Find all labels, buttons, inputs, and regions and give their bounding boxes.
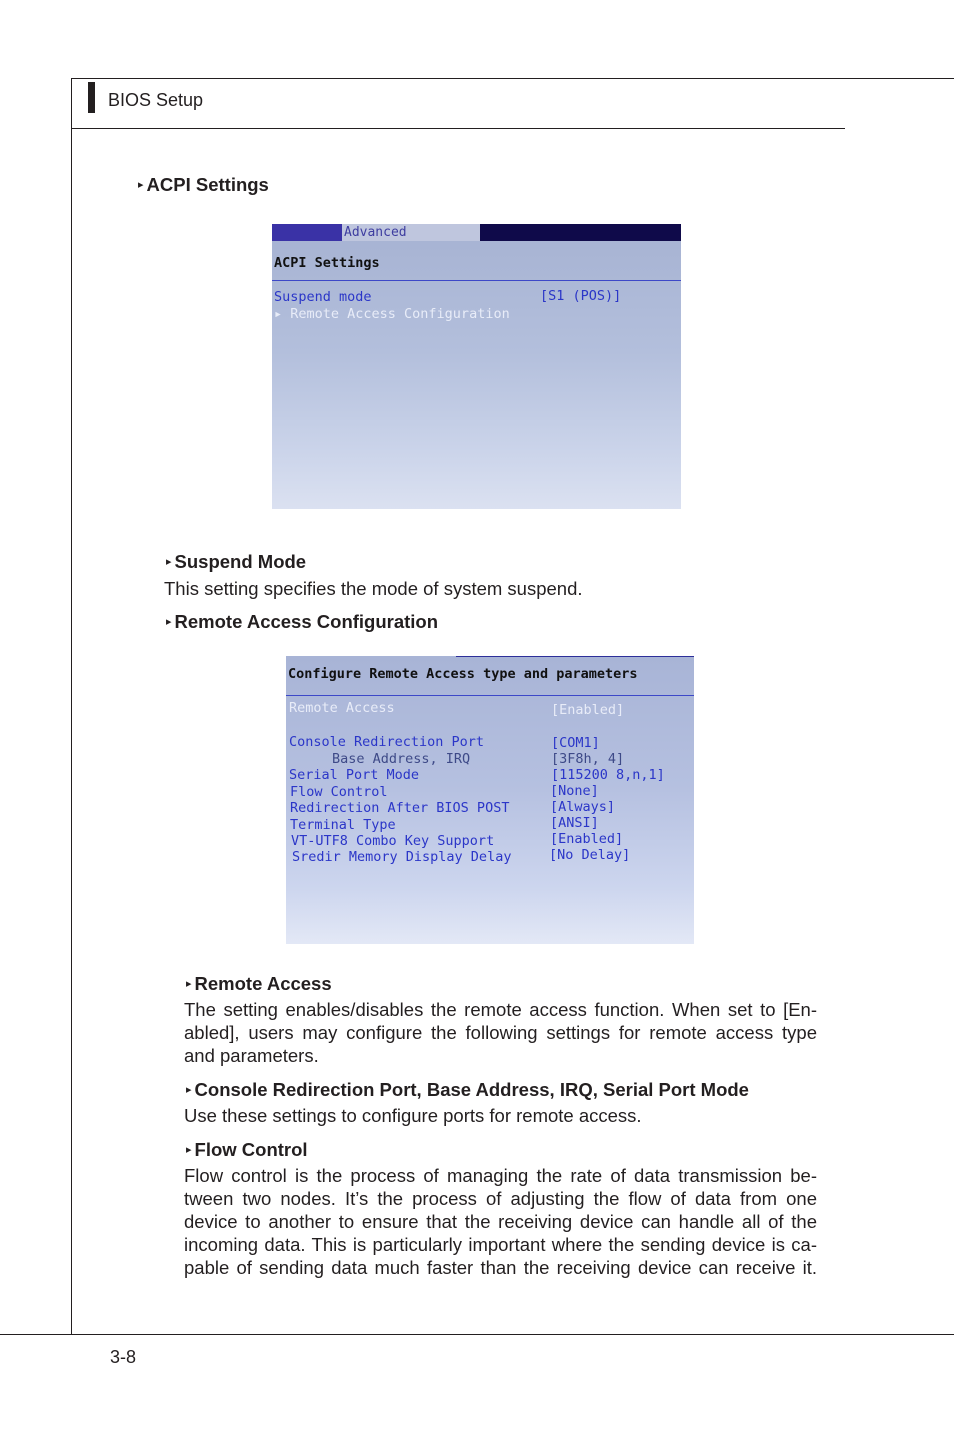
- heading-suspend-mode: ▸ Suspend Mode: [166, 551, 307, 572]
- text-line: and parameters.: [184, 1045, 319, 1066]
- bios-item-value: [Always]: [550, 799, 616, 815]
- header-bar-mark: [88, 82, 95, 113]
- heading-console-redirection: ▸ Console Redirection Port, Base Address, IRQ, Serial Port Mode: [186, 1079, 749, 1100]
- bios-item-label: Serial Port Mode: [289, 767, 420, 783]
- bios-item-value: [No Delay]: [549, 847, 631, 863]
- bios-top-edge: [456, 656, 694, 657]
- bios-item-label: Flow Control: [290, 784, 388, 800]
- bullet-triangle-icon: ▸: [186, 1084, 192, 1096]
- bios-item-value: [ANSI]: [550, 815, 599, 831]
- bios-screenshot-acpi: [272, 224, 681, 509]
- bios-item-value: [None]: [550, 783, 599, 799]
- bios-item-value: [S1 (POS)]: [540, 288, 622, 304]
- bios-tab-advanced: Advanced: [342, 224, 480, 241]
- flow-control-description: [184, 1164, 817, 1279]
- bios-item-label: ▸ Remote Access Configuration: [274, 306, 510, 322]
- console-redirection-description: Use these settings to configure ports for remote access.: [184, 1105, 642, 1126]
- text-line: incoming data. This is particularly important where the sending device is ca-: [184, 1234, 817, 1255]
- bios-item-label: Terminal Type: [290, 817, 396, 833]
- bottom-rule: [0, 1334, 954, 1335]
- heading-acpi-settings: ▸ ACPI Settings: [138, 174, 269, 195]
- text-line: pable of sending data much faster than the receiving device can receive it.: [184, 1257, 817, 1278]
- bullet-triangle-icon: ▸: [138, 179, 144, 191]
- bullet-triangle-icon: ▸: [166, 556, 172, 568]
- bios-item-label: Remote Access: [289, 700, 395, 716]
- remote-access-description: [184, 998, 817, 1067]
- text-line: tween two nodes. It’s the process of adjusting the flow of data from one: [184, 1188, 817, 1209]
- text-line: device to another to ensure that the receiving device can handle all of the: [184, 1211, 817, 1232]
- suspend-mode-description: This setting specifies the mode of system suspend.: [164, 578, 583, 599]
- bios-title: Configure Remote Access type and parameters: [288, 666, 638, 682]
- heading-remote-access-configuration: ▸ Remote Access Configuration: [166, 611, 439, 632]
- bios-item-value: [3F8h, 4]: [551, 751, 625, 767]
- bios-item-value: [Enabled]: [551, 702, 625, 718]
- bios-separator: [272, 280, 681, 281]
- bios-item-value: [115200 8,n,1]: [551, 767, 665, 783]
- top-rule: [71, 78, 954, 79]
- bullet-triangle-icon: ▸: [166, 616, 172, 628]
- bios-separator: [286, 695, 694, 696]
- header-title: BIOS Setup: [108, 90, 204, 110]
- text-line: Flow control is the process of managing the rate of data transmission be-: [184, 1165, 817, 1186]
- bullet-triangle-icon: ▸: [186, 978, 192, 990]
- bios-tab-bar-right: [480, 224, 681, 241]
- bios-item-label: Console Redirection Port: [289, 734, 485, 750]
- bullet-triangle-icon: ▸: [186, 1144, 192, 1156]
- bios-item-value: [Enabled]: [550, 831, 624, 847]
- bios-title: ACPI Settings: [274, 255, 380, 271]
- heading-flow-control: ▸ Flow Control: [186, 1139, 308, 1160]
- heading-remote-access: ▸ Remote Access: [186, 973, 332, 994]
- bios-item-label: Base Address, IRQ: [332, 751, 471, 767]
- page-number: 3-8: [110, 1347, 137, 1367]
- bios-item-label: Redirection After BIOS POST: [290, 800, 510, 816]
- header-rule: [71, 128, 845, 129]
- bios-screenshot-remote-access: [286, 656, 694, 944]
- bios-item-label: Suspend mode: [274, 289, 372, 305]
- bios-item-label: Sredir Memory Display Delay: [292, 849, 512, 865]
- bios-item-label: VT-UTF8 Combo Key Support: [291, 833, 495, 849]
- left-rule: [71, 78, 72, 1335]
- text-line: abled], users may configure the following settings for remote access type: [184, 1022, 817, 1043]
- text-line: The setting enables/disables the remote access function. When set to [En-: [184, 999, 817, 1020]
- bios-item-value: [COM1]: [551, 735, 600, 751]
